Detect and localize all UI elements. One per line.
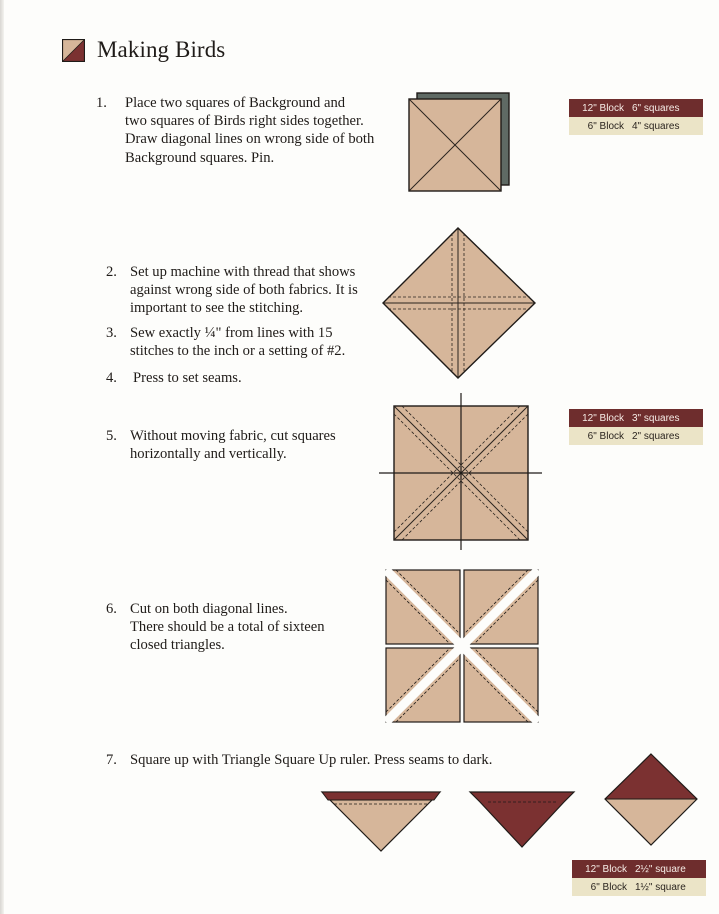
step-line: against wrong side of both fabrics. It is [130, 282, 358, 298]
step-line: two squares of Birds right sides together. [125, 113, 364, 129]
size-table-row [572, 878, 706, 896]
cut-size: 6" squares [632, 102, 680, 114]
cut-size: 2" squares [632, 430, 680, 442]
step-line: closed triangles. [130, 637, 225, 653]
cut-size: 3" squares [632, 412, 680, 424]
page-title: Making Birds [97, 37, 226, 62]
step-4 [106, 369, 386, 389]
sixteen-triangles-illustration [382, 566, 542, 726]
size-table-row [569, 117, 703, 135]
block-size: 6" Block [587, 120, 624, 132]
step-line: Press to set seams. [133, 370, 242, 386]
step-number: 5. [106, 428, 117, 444]
step-line: There should be a total of sixteen [130, 619, 325, 635]
step-6 [106, 600, 386, 660]
block-size: 6" Block [587, 430, 624, 442]
cut-size: 4" squares [632, 120, 680, 132]
cut-square-illustration [378, 392, 544, 552]
page-binding-edge [0, 0, 4, 914]
size-table [569, 409, 703, 445]
stacked-squares-illustration [405, 88, 517, 196]
section-header [62, 36, 225, 64]
size-table-row [569, 427, 703, 445]
step-number: 4. [106, 370, 117, 386]
step-2 [106, 263, 386, 323]
cut-size: 2½" square [635, 863, 686, 875]
step-5 [106, 427, 386, 467]
block-size: 12" Block [585, 863, 627, 875]
size-table [569, 99, 703, 135]
square-up-illustration [316, 748, 716, 858]
step-number: 3. [106, 325, 117, 341]
step-3 [106, 324, 386, 364]
step-line: Square up with Triangle Square Up ruler. Press seams to dark. [130, 752, 493, 768]
step-line: stitches to the inch or a setting of #2. [130, 343, 346, 359]
block-size: 12" Block [582, 102, 624, 114]
step-line: important to see the stitching. [130, 300, 304, 316]
step-line: Draw diagonal lines on wrong side of both [125, 131, 375, 147]
step-line: Cut on both diagonal lines. [130, 601, 288, 617]
step-line: Place two squares of Background and [125, 95, 346, 111]
step-line: Without moving fabric, cut squares [130, 428, 336, 444]
size-table-row [569, 99, 703, 117]
step-line: Background squares. Pin. [125, 150, 275, 166]
size-table-row [572, 860, 706, 878]
stitched-diamond-illustration [380, 225, 540, 381]
cut-size: 1½" square [635, 881, 686, 893]
block-size: 12" Block [582, 412, 624, 424]
step-1 [96, 94, 396, 174]
size-table-row [569, 409, 703, 427]
step-number: 7. [106, 752, 117, 768]
size-table [572, 860, 706, 896]
step-number: 2. [106, 264, 117, 280]
step-number: 6. [106, 601, 117, 617]
step-number: 1. [96, 95, 107, 111]
block-size: 6" Block [590, 881, 627, 893]
step-line: Sew exactly ¼" from lines with 15 [130, 325, 333, 341]
half-square-triangle-icon [62, 39, 85, 62]
step-line: horizontally and vertically. [130, 446, 287, 462]
step-line: Set up machine with thread that shows [130, 264, 356, 280]
